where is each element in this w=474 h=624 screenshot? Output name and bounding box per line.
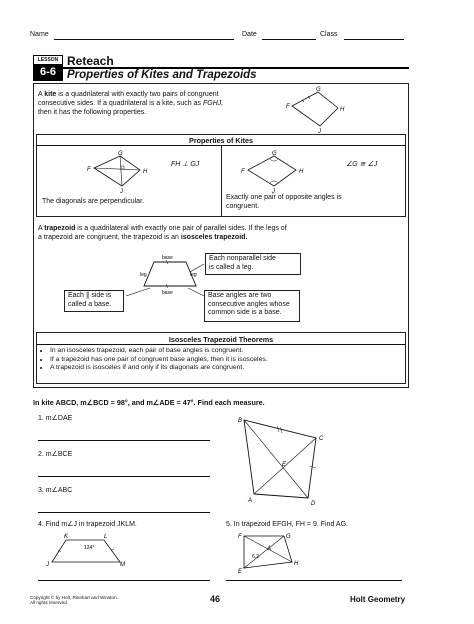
trapezoid-efgh-figure: [234, 530, 304, 574]
answer-5-line[interactable]: [226, 580, 402, 581]
trapezoid-intro: A trapezoid is a quadrilateral with exactly one pair of parallel sides. If the legs of a trapezoid are congruent, the trapezoid is an isosceles trapezoid.: [38, 225, 287, 241]
answer-3-line[interactable]: [38, 512, 210, 513]
perpendicular-text: The diagonals are perpendicular.: [42, 198, 144, 205]
theorem-item: • In an isosceles trapezoid, each pair of base angles is congruent.: [50, 347, 410, 356]
svg-text:J: J: [46, 562, 49, 568]
leg-note: Each nonparallel side is called a leg.: [205, 253, 301, 275]
svg-text:E: E: [282, 462, 287, 468]
book-title: Holt Geometry: [350, 595, 406, 604]
svg-text:6.2: 6.2: [252, 554, 259, 560]
svg-text:K: K: [64, 534, 69, 540]
svg-text:F: F: [241, 169, 245, 175]
svg-text:H: H: [143, 169, 148, 175]
kite-term: kite: [44, 91, 57, 98]
base-top-label: base: [162, 255, 173, 261]
svg-text:H: H: [299, 169, 304, 175]
svg-text:D: D: [311, 501, 316, 506]
kite-figure: [278, 86, 350, 134]
class-field[interactable]: [344, 39, 404, 40]
svg-text:G: G: [118, 151, 123, 157]
name-field[interactable]: [54, 39, 234, 40]
theorems-header-rule: [36, 344, 406, 345]
svg-text:J: J: [272, 189, 275, 194]
svg-text:J: J: [120, 189, 123, 194]
answer-2-line[interactable]: [38, 476, 210, 477]
svg-text:C: C: [319, 436, 324, 442]
lesson-badge: [33, 55, 63, 81]
table-divider: [221, 145, 222, 217]
svg-text:H: H: [294, 561, 299, 567]
svg-text:E: E: [238, 569, 243, 574]
svg-text:M: M: [120, 562, 125, 568]
answer-1-line[interactable]: [38, 440, 210, 441]
reteach-label: Reteach: [67, 54, 114, 68]
kite-abcd-figure: [232, 414, 328, 506]
date-label: Date: [242, 31, 257, 38]
page-title: Properties of Kites and Trapezoids: [67, 69, 257, 81]
svg-text:124°: 124°: [84, 545, 95, 551]
base-angles-note: Base angles are two consecutive angles whose common side is a base.: [204, 290, 300, 322]
kite-label-G: G: [316, 87, 321, 93]
svg-text:G: G: [286, 534, 291, 540]
svg-text:A: A: [267, 546, 272, 552]
svg-text:G: G: [272, 151, 277, 157]
angle-formula: ∠G ≅ ∠J: [346, 161, 378, 168]
base-note: Each ∥ side is called a base.: [64, 290, 124, 312]
base-bottom-label: base: [162, 290, 173, 296]
kite-label-J: J: [318, 129, 321, 134]
question-1: 1. m∠DAE: [38, 415, 73, 422]
name-label: Name: [30, 31, 49, 38]
answer-4-line[interactable]: [38, 580, 210, 581]
svg-text:F: F: [87, 167, 91, 173]
class-label: Class: [320, 31, 338, 38]
svg-text:L: L: [104, 534, 108, 540]
leg-right-label: leg: [190, 272, 197, 278]
trapezoid-jklm-figure: [44, 532, 134, 568]
kite-label-H: H: [340, 107, 345, 113]
lesson-tag: LESSON: [34, 56, 62, 64]
question-3: 3. m∠ABC: [38, 487, 73, 494]
exercise-prompt: In kite ABCD, m∠BCD = 98°, and m∠ADE = 47°. Find each measure.: [33, 398, 265, 407]
theorems-list: [40, 347, 410, 373]
kite-properties-header: Properties of Kites: [189, 136, 253, 145]
date-field[interactable]: [262, 39, 316, 40]
theorems-header: Isosceles Trapezoid Theorems: [168, 335, 274, 344]
kite-diagonals-figure: [82, 150, 152, 194]
lesson-number: 6-6: [34, 64, 62, 80]
theorem-item: • If a trapezoid has one pair of congruent base angles, then it is isosceles.: [50, 356, 410, 365]
trapezoid-pointers: [120, 250, 210, 320]
kite-label-F: F: [286, 104, 290, 110]
theorem-item: • A trapezoid is isosceles if and only if its diagonals are congruent.: [50, 364, 410, 373]
svg-text:B: B: [238, 418, 243, 424]
question-2: 2. m∠BCE: [38, 451, 73, 458]
leg-left-label: leg: [140, 272, 147, 278]
kite-intro: A kite is a quadrilateral with exactly two pairs of congruent consecutive sides. If a quadrilateral is a kite, such as FGHJ, then it has the following properties.: [38, 91, 224, 116]
svg-text:F: F: [238, 534, 242, 540]
kite-angles-figure: [238, 150, 310, 194]
page-number: 46: [210, 594, 221, 604]
perpendicular-formula: FH ⊥ GJ: [171, 161, 200, 168]
angle-text: Exactly one pair of opposite angles is congruent.: [226, 194, 342, 210]
copyright: Copyright © by Holt, Rinehart and Winston. All rights reserved.: [30, 595, 118, 606]
question-4: 4. Find m∠J in trapezoid JKLM.: [38, 521, 137, 528]
svg-text:A: A: [248, 498, 253, 504]
question-5: 5. In trapezoid EFGH, FH = 9. Find AG.: [226, 521, 348, 528]
